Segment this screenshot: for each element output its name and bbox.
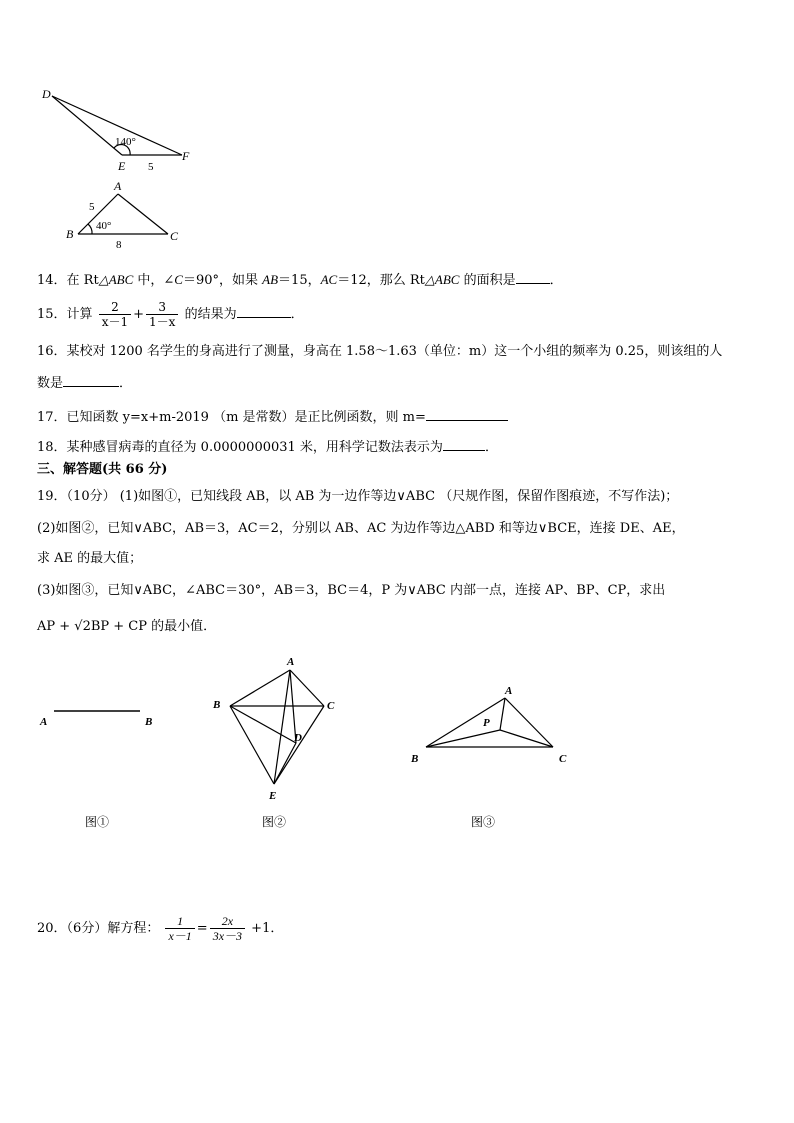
question-16: 16．某校对 1200 名学生的身高进行了测量，身高在 1.58～1.63（单位：m）这一个小组的频率为 0.25，则该组的人 bbox=[37, 344, 723, 359]
label-D: D bbox=[42, 87, 51, 101]
fig3-label-B: B bbox=[411, 753, 419, 765]
label-F: F bbox=[182, 149, 190, 163]
question-19-line5: AP + √2BP + CP 的最小值． bbox=[37, 619, 217, 634]
angle-40: 40° bbox=[96, 220, 112, 232]
label-A: A bbox=[114, 179, 122, 193]
question-20: 20．（6分）解方程： $\frac{1}{x-1}$ = $\frac{2x}{3x-3}$ +1． bbox=[37, 914, 284, 943]
question-14: 14．在 Rt△ABC 中，∠C＝90°，如果 AB＝15，AC＝12，那么 Rt△ABC 的面积是 ． bbox=[37, 272, 563, 288]
fig3-label-A: A bbox=[505, 685, 513, 697]
fig3-label-C: C bbox=[559, 753, 567, 765]
figure-2 bbox=[208, 650, 348, 805]
figure-3 bbox=[405, 680, 575, 770]
question-19-line1: 19．（10分） (1)如图①，已知线段 AB，以 AB 为一边作等边∨ABC （尺规作图，保留作图痕迹，不写作法)； bbox=[37, 489, 679, 504]
fraction-2x-over-3x-minus-3: $\frac{2x}{3x-3}$ bbox=[210, 914, 245, 943]
fig1-label-A: A bbox=[40, 716, 48, 728]
answer-blank-15[interactable] bbox=[237, 305, 291, 318]
figure-3-caption: 图③ bbox=[471, 815, 496, 829]
answer-blank-18[interactable] bbox=[443, 438, 485, 451]
top-triangles-figure bbox=[30, 80, 210, 250]
question-18: 18．某种感冒病毒的直径为 0.0000000031 米，用科学记数法表示为 ． bbox=[37, 440, 498, 455]
label-E: E bbox=[118, 159, 126, 173]
length-BC: 8 bbox=[116, 239, 122, 250]
fig2-label-C: C bbox=[327, 700, 335, 712]
answer-blank-14[interactable] bbox=[516, 271, 550, 284]
figure-1-caption: 图① bbox=[85, 815, 110, 829]
question-19-line2: (2)如图②，已知∨ABC，AB＝3，AC＝2，分别以 AB、AC 为边作等边△ABD 和等边∨BCE，连接 DE、AE， bbox=[37, 521, 685, 536]
question-17: 17．已知函数 y=x+m-2019 （m 是常数）是正比例函数，则 m= bbox=[37, 408, 508, 426]
question-16-line2: 数是 ． bbox=[37, 376, 133, 391]
fraction-1-over-x-minus-1: $\frac{1}{x-1}$ bbox=[165, 914, 194, 943]
fraction-2-over-x-minus-1: $\frac{2}{x-1}$ bbox=[99, 300, 131, 329]
figure-2-caption: 图② bbox=[262, 815, 287, 829]
angle-140: 140° bbox=[115, 136, 136, 148]
length-EF: 5 bbox=[148, 161, 154, 173]
section-heading: 三、解答题(共 66 分) bbox=[37, 462, 168, 477]
answer-blank-16[interactable] bbox=[63, 374, 119, 387]
fig1-label-B: B bbox=[145, 716, 153, 728]
label-C: C bbox=[170, 229, 179, 243]
fig2-label-A: A bbox=[287, 656, 295, 668]
question-15: 15．计算 $\frac{2}{x-1}$ + $\frac{3}{1-x}$ 的结果为 ． bbox=[37, 300, 304, 329]
fig2-label-B: B bbox=[213, 699, 221, 711]
answer-blank-17[interactable] bbox=[426, 408, 508, 421]
question-19-line4: (3)如图③，已知∨ABC，∠ABC＝30°，AB＝3，BC＝4，P 为∨ABC 内部一点，连接 AP、BP、CP，求出 bbox=[37, 583, 666, 598]
fig2-label-D: D bbox=[294, 732, 302, 744]
fig2-label-E: E bbox=[269, 790, 277, 802]
question-19-line3: 求 AE 的最大值； bbox=[37, 551, 143, 566]
length-AB: 5 bbox=[89, 201, 95, 213]
fraction-3-over-1-minus-x: $\frac{3}{1-x}$ bbox=[146, 300, 178, 329]
label-B: B bbox=[66, 227, 74, 241]
figure-1 bbox=[36, 700, 166, 730]
fig3-label-P: P bbox=[483, 717, 490, 729]
